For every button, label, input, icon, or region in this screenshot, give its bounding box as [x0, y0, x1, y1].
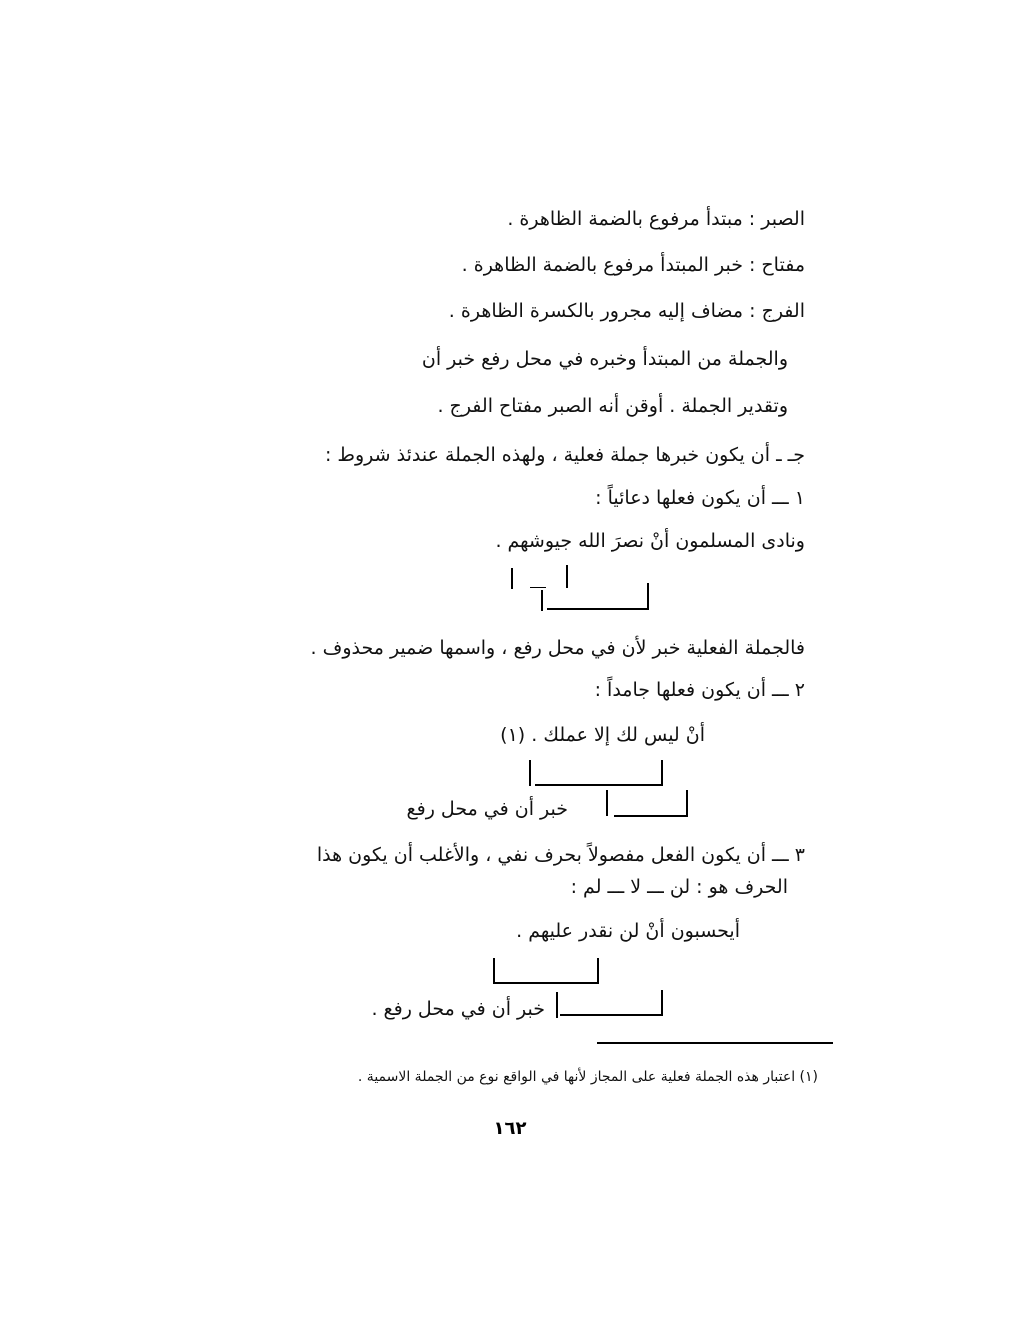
- bracket-underline: [560, 1014, 662, 1016]
- diagram-2-label: خبر أن في محل رفع: [406, 798, 568, 820]
- diagram-3-label: خبر أن في محل رفع .: [371, 998, 545, 1020]
- example-2-sentence: أنْ ليس لك إلا عملك . (١): [500, 724, 705, 746]
- bracket-bar: [661, 760, 663, 786]
- bracket-bar: [661, 990, 663, 1016]
- condition-3-continuation: الحرف هو : لن ـــ لا ـــ لم :: [570, 876, 788, 898]
- bracket-underline: [535, 784, 663, 786]
- bracket-bar: [493, 958, 495, 984]
- bracket-bar: [597, 958, 599, 984]
- text-line-sentence-explanation: والجملة من المبتدأ وخبره في محل رفع خبر أن: [421, 348, 788, 370]
- condition-3-heading: ٣ ـــ أن يكون الفعل مفصولاً بحرف نفي ، والأغلب أن يكون هذا: [316, 844, 805, 866]
- example-3-sentence: أيحسبون أنْ لن نقدر عليهم .: [516, 920, 740, 942]
- example-1-sentence: ونادى المسلمون أنْ نصرَ الله جيوشهم .: [495, 530, 805, 552]
- bracket-bar: [566, 565, 568, 588]
- footnote: (١) اعتبار هذه الجملة فعلية على المجاز لأنها في الواقع نوع من الجملة الاسمية .: [357, 1069, 818, 1085]
- bracket-underline: [494, 982, 598, 984]
- text-line-explanation-1: فالجملة الفعلية خبر لأن في محل رفع ، واسمها ضمير محذوف .: [310, 637, 805, 659]
- page-number: ١٦٢: [493, 1118, 527, 1139]
- text-line-predicate: مفتاح : خبر المبتدأ مرفوع بالضمة الظاهرة .: [461, 254, 805, 276]
- footnote-separator: [597, 1042, 833, 1044]
- text-line-genitive: الفرج : مضاف إليه مجرور بالكسرة الظاهرة .: [448, 300, 805, 322]
- text-line-subject: الصبر : مبتدأ مرفوع بالضمة الظاهرة .: [507, 208, 805, 230]
- bracket-bar: [647, 583, 649, 610]
- bracket-bar: [556, 992, 558, 1018]
- condition-1-heading: ١ ـــ أن يكون فعلها دعائياً :: [595, 487, 805, 509]
- text-line-estimation: وتقدير الجملة . أوقن أنه الصبر مفتاح الفرج .: [437, 395, 788, 417]
- bracket-dash: [530, 587, 546, 588]
- bracket-bar: [541, 590, 543, 611]
- bracket-bar: [686, 790, 688, 817]
- section-heading-jim: جـ ـ أن يكون خبرها جملة فعلية ، ولهذه الجملة عندئذ شروط :: [324, 444, 805, 466]
- bracket-bar: [529, 760, 531, 786]
- bracket-bar: [511, 568, 513, 589]
- condition-2-heading: ٢ ـــ أن يكون فعلها جامداً :: [594, 679, 805, 701]
- bracket-underline: [547, 608, 647, 610]
- bracket-underline: [614, 815, 688, 817]
- bracket-bar: [606, 790, 608, 816]
